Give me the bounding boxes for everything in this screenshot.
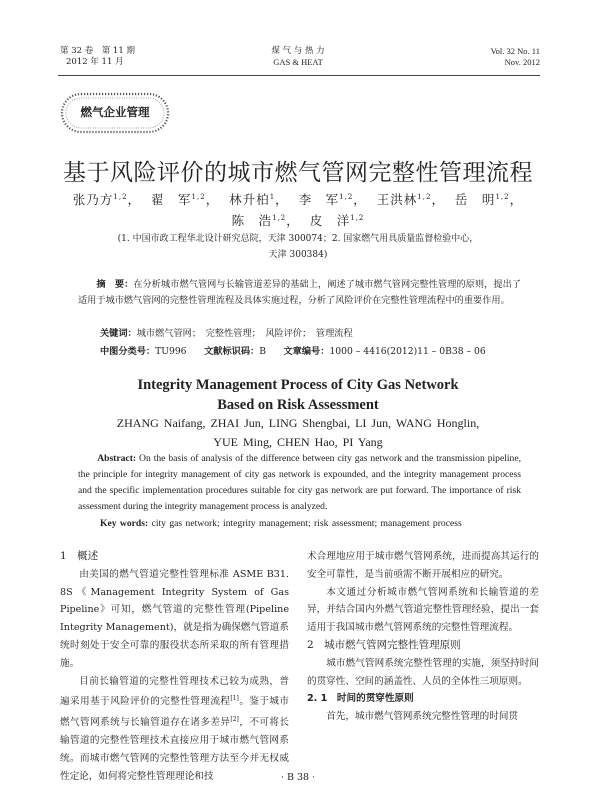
author-cn: 岳 明$^{1,2}$， [454,192,524,207]
affiliation-line1: (1. 中国市政工程华北设计研究总院，天津 300074；2. 国家燃气用具质量监督检验中心， [117,234,479,244]
section-heading-2: 2 城市燃气管网完整性管理原则 [307,638,461,651]
keywords-cn-text: 城市燃气管网； 完整性管理； 风险评价； 管理流程 [136,328,353,339]
keywords-en-text: city gas network; integrity management; risk assessment; management process [148,518,462,529]
section-heading-2-1: 2. 1 时间的贯穿性原则 [307,693,414,705]
doc-code-value: B [259,346,266,357]
paragraph-4: 城市燃气管网系统完整性管理的实施，须坚持时间的贯穿性、空间的涵盖性、人员的全体性三项原则。 [307,657,539,687]
abstract-cn-label: 摘 要： [96,279,134,290]
classification-line [100,344,530,360]
paragraph-5: 首先，城市燃气管网系统完整性管理的时间贯 [326,711,519,723]
author-cn: 张乃方$^{1,2}$， [72,192,142,207]
body-column-right [307,548,539,726]
keywords-en [100,516,530,532]
article-title-en [0,375,596,415]
article-number-label: 文章编号： [283,346,330,357]
journal-name-cn: 煤 气 与 热 力 [271,46,325,56]
abstract-en-label: Abstract: [97,453,137,464]
authors-en-line2: YUE Ming, CHEN Hao, PI Yang [213,435,383,449]
section-heading-1: 1 概述 [60,550,99,562]
paragraph-2-continued: 术合理地应用于城市燃气管网系统，进而提高其运行的安全可靠性，是当前亟需不断开展相应的研究。 [307,551,539,580]
page-number: · B 38 · [280,772,316,783]
author-cn: 皮 洋$^{1,2}$ [309,213,365,228]
author-cn: 翟 军$^{1,2}$， [151,192,220,207]
article-number-value: 1000 – 4416(2012)11 – 0B38 – 06 [329,346,486,357]
citation-ref[interactable]: [1] [230,695,239,703]
authors-cn-line1 [0,190,596,208]
author-cn: 李 军$^{1,2}$， [298,192,367,207]
keywords-cn-label: 关键词： [100,328,137,339]
author-cn: 林升柏$^1$， [229,192,289,207]
citation-ref[interactable]: [2] [230,716,239,724]
affiliation-line2: 天津 300384) [268,250,328,260]
paragraph-2: 目前长输管道的完整性管理技术已较为成熟，普遍采用基于风险评价的完整性管理流程[1]。鉴于城市燃气管网系统与长输管道存在诸多差异[2]，不可将长输管道的完整性管理技术直接应用于城市燃气管网系统。而城市燃气管网的完整性管理方法至今并无权威性定论，如何将完整性管理理论和技 [60,675,290,782]
section-stamp-label: 燃气企业管理 [80,105,150,119]
date-en: Nov. 2012 [504,57,540,67]
journal-name-en: GAS & HEAT [273,57,323,67]
clc-value: TU996 [155,346,187,357]
abstract-cn [78,277,521,309]
author-cn: 王洪林$^{1,2}$， [376,192,445,207]
header-volume-info-en [491,46,540,68]
clc-label: 中图分类号： [100,346,156,357]
article-title-cn: 基于风险评价的城市燃气管网完整性管理流程 [63,160,533,186]
date-cn: 2012 年 11 月 [66,57,124,67]
keywords-cn [100,326,520,342]
volume-issue-cn: 第 32 卷 第 11 期 [60,46,135,56]
body-column-left [60,548,289,786]
title-en-line1: Integrity Management Process of City Gas Network [137,377,459,393]
doc-code-label: 文献标识码： [204,346,260,357]
abstract-cn-text: 在分析城市燃气管网与长输管道差异的基础上，阐述了城市燃气管网完整性管理的原则，提出了适用于城市燃气管网的完整性管理流程及具体实施过程，分析了风险评价在完整性管理流程中的重要作用。 [78,279,522,306]
affiliation-cn [0,231,596,263]
authors-en-line1: ZHANG Naifang, ZHAI Jun, LING Shengbai, LI Jun, WANG Honglin, [116,416,480,430]
title-en-line2: Based on Risk Assessment [217,397,379,413]
authors-cn-line2 [0,211,596,229]
volume-issue-en: Vol. 32 No. 11 [490,46,540,56]
header-rule [58,75,540,76]
keywords-en-label: Key words: [100,518,149,529]
paragraph-3: 本文通过分析城市燃气管网系统和长输管道的差异，并结合国内外燃气管道完整性管理经验，提出一套适用于我国城市燃气管网系统的完整性管理流程。 [307,586,539,634]
abstract-en [78,451,521,515]
authors-en [0,414,596,452]
abstract-en-text: On the basis of analysis of the difference between city gas network and the transmission pipeline, the principle for integrity management of city gas network is expounded, and the integrity management process and the specific implementation procedures suitable for city gas network are put forward. The importance of risk assessment during the integrity management process is analyzed. [78,453,521,512]
paragraph-1: 由美国的燃气管道完整性管理标准 ASME B31. 8S《Management Integrity System of Gas Pipeline》可知，燃气管道的完整性管理(Pipeline Integrity Management)，就是指为确保燃气管道系统时刻处于安全可靠的服役状态所采取的所有管理措施。 [60,568,289,669]
author-cn: 陈 浩$^{1,2}$， [231,213,300,228]
